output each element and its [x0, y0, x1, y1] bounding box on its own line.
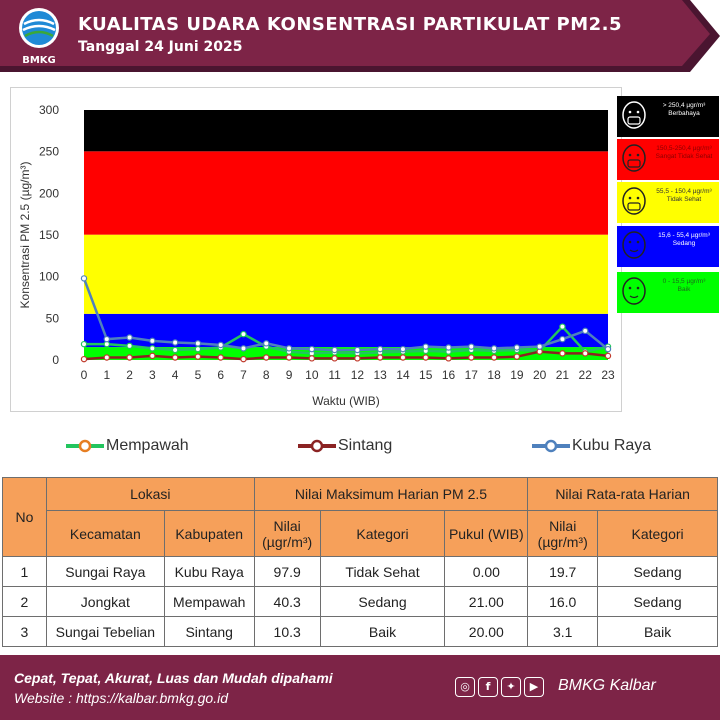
- data-point: [173, 355, 178, 360]
- legend-mempawah: [66, 436, 189, 456]
- data-point: [332, 356, 337, 361]
- data-point: [81, 276, 86, 281]
- cell-pukul: 21.00: [445, 587, 528, 617]
- cell-avg-cat: Baik: [598, 617, 718, 647]
- y-tick-label: 300: [38, 103, 59, 117]
- y-tick-label: 100: [38, 269, 59, 284]
- header-banner: [0, 0, 720, 72]
- cell-avg: 19.7: [528, 557, 598, 587]
- th-nilai-avg-unit: (µgr/m³): [537, 533, 588, 550]
- th-rata: Nilai Rata-rata Harian: [528, 478, 718, 511]
- table-row: [3, 557, 718, 587]
- th-kecamatan: Kecamatan: [46, 511, 164, 557]
- x-tick-label: 20: [532, 368, 547, 382]
- th-no: No: [3, 478, 47, 557]
- data-point: [195, 354, 200, 359]
- x-tick-label: 11: [328, 368, 341, 382]
- data-point: [560, 351, 565, 356]
- legend-label-mempawah: Mempawah: [106, 437, 189, 454]
- data-point: [81, 357, 86, 362]
- data-point: [104, 355, 109, 360]
- category-3: [617, 226, 719, 267]
- category-0: [617, 96, 719, 137]
- x-tick-label: 10: [305, 368, 319, 382]
- data-point: [241, 332, 246, 337]
- data-point: [605, 347, 610, 352]
- table-row: [3, 587, 718, 617]
- category-range: 15,6 - 55,4 µgr/m³: [658, 232, 710, 239]
- th-pukul: Pukul (WIB): [445, 511, 528, 557]
- th-kategori-avg: Kategori: [598, 511, 718, 557]
- legend-swatch-sintang: [298, 436, 336, 456]
- x-tick-label: 7: [240, 368, 247, 382]
- data-point: [150, 353, 155, 358]
- cell-no: 2: [3, 587, 47, 617]
- data-point: [332, 347, 337, 352]
- cell-avg: 3.1: [528, 617, 598, 647]
- data-point: [218, 355, 223, 360]
- x-tick-label: 0: [80, 368, 88, 382]
- category-2: [617, 182, 719, 223]
- x-tick-label: 2: [126, 368, 133, 382]
- twitter-icon[interactable]: ✦: [501, 677, 521, 697]
- data-point: [514, 354, 519, 359]
- page-date: Tanggal 24 Juni 2025: [78, 39, 243, 55]
- face-icon: [619, 276, 649, 308]
- instagram-icon[interactable]: ◎: [455, 677, 475, 697]
- category-1: [617, 139, 719, 180]
- x-tick-label: 23: [601, 368, 615, 382]
- y-tick-label: 0: [52, 353, 59, 367]
- cell-pukul: 20.00: [445, 617, 528, 647]
- category-text: [651, 145, 717, 161]
- category-label: Baik: [677, 286, 691, 293]
- data-point: [446, 356, 451, 361]
- x-tick-label: 6: [217, 368, 225, 382]
- category-label: Tidak Sehat: [666, 196, 702, 203]
- category-text: [651, 102, 717, 118]
- data-point: [491, 346, 496, 351]
- data-point: [491, 355, 496, 360]
- legend-sintang: [298, 436, 392, 456]
- data-point: [469, 344, 474, 349]
- cell-kecamatan: Jongkat: [46, 587, 164, 617]
- face-icon: [619, 230, 649, 262]
- data-point: [378, 355, 383, 360]
- cell-max-cat: Sedang: [320, 587, 445, 617]
- category-range: 0 - 15,5 µgr/m³: [662, 278, 706, 285]
- th-nilai-max-label: Nilai: [273, 517, 301, 534]
- legend-label-sintang: Sintang: [338, 437, 393, 454]
- data-point: [241, 357, 246, 362]
- cell-max-cat: Tidak Sehat: [320, 557, 445, 587]
- cell-kecamatan: Sungai Raya: [46, 557, 164, 587]
- x-tick-label: 17: [464, 368, 478, 382]
- data-point: [423, 344, 428, 349]
- face-icon: [619, 186, 649, 218]
- category-range: 55,5 - 150,4 µgr/m³: [656, 188, 712, 195]
- footer: [0, 655, 720, 720]
- data-point: [195, 341, 200, 346]
- data-point: [173, 347, 178, 352]
- page-title: KUALITAS UDARA KONSENTRASI PARTIKULAT PM2.5: [78, 14, 622, 35]
- th-nilai-max-unit: (µgr/m³): [262, 533, 313, 550]
- data-point: [423, 355, 428, 360]
- legend-swatch-kuburaya: [532, 436, 570, 456]
- x-axis-label: Waktu (WIB): [312, 394, 380, 408]
- logo-text: BMKG: [22, 55, 56, 66]
- data-point: [309, 347, 314, 352]
- category-text: [651, 232, 717, 248]
- category-range: > 250,4 µgr/m³: [662, 102, 706, 109]
- data-point: [81, 342, 86, 347]
- th-nilai-avg: [528, 511, 598, 557]
- data-point: [150, 338, 155, 343]
- data-point: [104, 337, 109, 342]
- youtube-icon[interactable]: ▶: [524, 677, 544, 697]
- legend-swatch-mempawah: [66, 436, 104, 456]
- data-point: [150, 346, 155, 351]
- category-text: [651, 188, 717, 204]
- data-point: [264, 341, 269, 346]
- cell-max: 97.9: [254, 557, 320, 587]
- cell-kecamatan: Sungai Tebelian: [46, 617, 164, 647]
- x-tick-label: 21: [555, 368, 570, 382]
- cell-kabupaten: Mempawah: [164, 587, 254, 617]
- th-kategori-max: Kategori: [320, 511, 445, 557]
- th-maks: Nilai Maksimum Harian PM 2.5: [254, 478, 528, 511]
- data-point: [241, 346, 246, 351]
- summary-table: [2, 477, 718, 647]
- x-tick-label: 3: [149, 368, 156, 382]
- cell-no: 3: [3, 617, 47, 647]
- th-kabupaten: Kabupaten: [164, 511, 254, 557]
- data-point: [378, 347, 383, 352]
- x-tick-label: 18: [487, 368, 501, 382]
- table-row: [3, 617, 718, 647]
- cell-max-cat: Baik: [320, 617, 445, 647]
- y-tick-label: 200: [38, 186, 59, 201]
- x-tick-label: 1: [103, 368, 111, 382]
- x-tick-label: 15: [419, 368, 433, 382]
- cell-avg: 16.0: [528, 587, 598, 617]
- y-tick-label: 50: [45, 311, 59, 326]
- data-point: [355, 347, 360, 352]
- category-label: Sedang: [672, 240, 696, 247]
- data-point: [218, 342, 223, 347]
- pm25-line-chart: [11, 88, 621, 411]
- band-4: [84, 110, 608, 151]
- legend-label-kuburaya: Kubu Raya: [572, 437, 652, 454]
- x-tick-label: 5: [194, 368, 202, 382]
- y-tick-label: 250: [38, 144, 59, 159]
- data-point: [127, 355, 132, 360]
- data-point: [537, 344, 542, 349]
- cell-max: 10.3: [254, 617, 320, 647]
- band-2: [84, 235, 608, 314]
- social-icons: [455, 677, 544, 697]
- cell-kabupaten: Kubu Raya: [164, 557, 254, 587]
- facebook-icon[interactable]: f: [478, 677, 498, 697]
- x-tick-label: 19: [510, 368, 524, 382]
- y-tick-label: 150: [38, 228, 59, 242]
- data-point: [127, 343, 132, 348]
- data-point: [127, 335, 132, 340]
- x-tick-label: 4: [171, 368, 179, 382]
- th-nilai-max: [254, 511, 320, 557]
- chart-frame: [10, 87, 622, 412]
- category-text: [651, 278, 717, 294]
- th-nilai-avg-label: Nilai: [549, 517, 577, 534]
- data-point: [560, 324, 565, 329]
- x-tick-label: 8: [262, 368, 270, 382]
- x-tick-label: 22: [578, 368, 592, 382]
- category-4: [617, 272, 719, 313]
- cell-no: 1: [3, 557, 47, 587]
- data-point: [173, 340, 178, 345]
- face-icon: [619, 143, 649, 175]
- x-tick-label: 12: [350, 368, 365, 382]
- category-label: Sangat Tidak Sehat: [655, 153, 713, 160]
- data-point: [286, 346, 291, 351]
- data-point: [583, 328, 588, 333]
- data-point: [469, 355, 474, 360]
- band-3: [84, 151, 608, 234]
- data-point: [400, 347, 405, 352]
- face-icon: [619, 100, 649, 132]
- header: [0, 0, 720, 72]
- footer-handle: BMKG Kalbar: [558, 677, 656, 694]
- data-point: [446, 345, 451, 350]
- data-point: [286, 355, 291, 360]
- data-point: [400, 355, 405, 360]
- category-label: Berbahaya: [668, 110, 700, 117]
- footer-website[interactable]: Website : https://kalbar.bmkg.go.id: [14, 690, 228, 706]
- data-point: [605, 353, 610, 358]
- cell-kabupaten: Sintang: [164, 617, 254, 647]
- x-tick-label: 14: [396, 368, 410, 382]
- data-point: [514, 345, 519, 350]
- category-range: 150,5-250,4 µgr/m³: [656, 145, 712, 152]
- th-lokasi: Lokasi: [46, 478, 254, 511]
- data-point: [264, 355, 269, 360]
- data-point: [560, 337, 565, 342]
- data-point: [309, 356, 314, 361]
- x-tick-label: 13: [373, 368, 387, 382]
- data-point: [355, 356, 360, 361]
- legend-kuburaya: [532, 436, 651, 456]
- y-axis-label: Konsentrasi PM 2.5 (µg/m³): [18, 161, 32, 309]
- footer-tagline: Cepat, Tepat, Akurat, Luas dan Mudah dipahami: [14, 670, 333, 686]
- cell-avg-cat: Sedang: [598, 587, 718, 617]
- cell-pukul: 0.00: [445, 557, 528, 587]
- bmkg-logo: [14, 6, 64, 66]
- x-tick-label: 16: [441, 368, 456, 382]
- cell-max: 40.3: [254, 587, 320, 617]
- x-tick-label: 9: [285, 368, 293, 382]
- data-point: [195, 347, 200, 352]
- cell-avg-cat: Sedang: [598, 557, 718, 587]
- data-point: [583, 351, 588, 356]
